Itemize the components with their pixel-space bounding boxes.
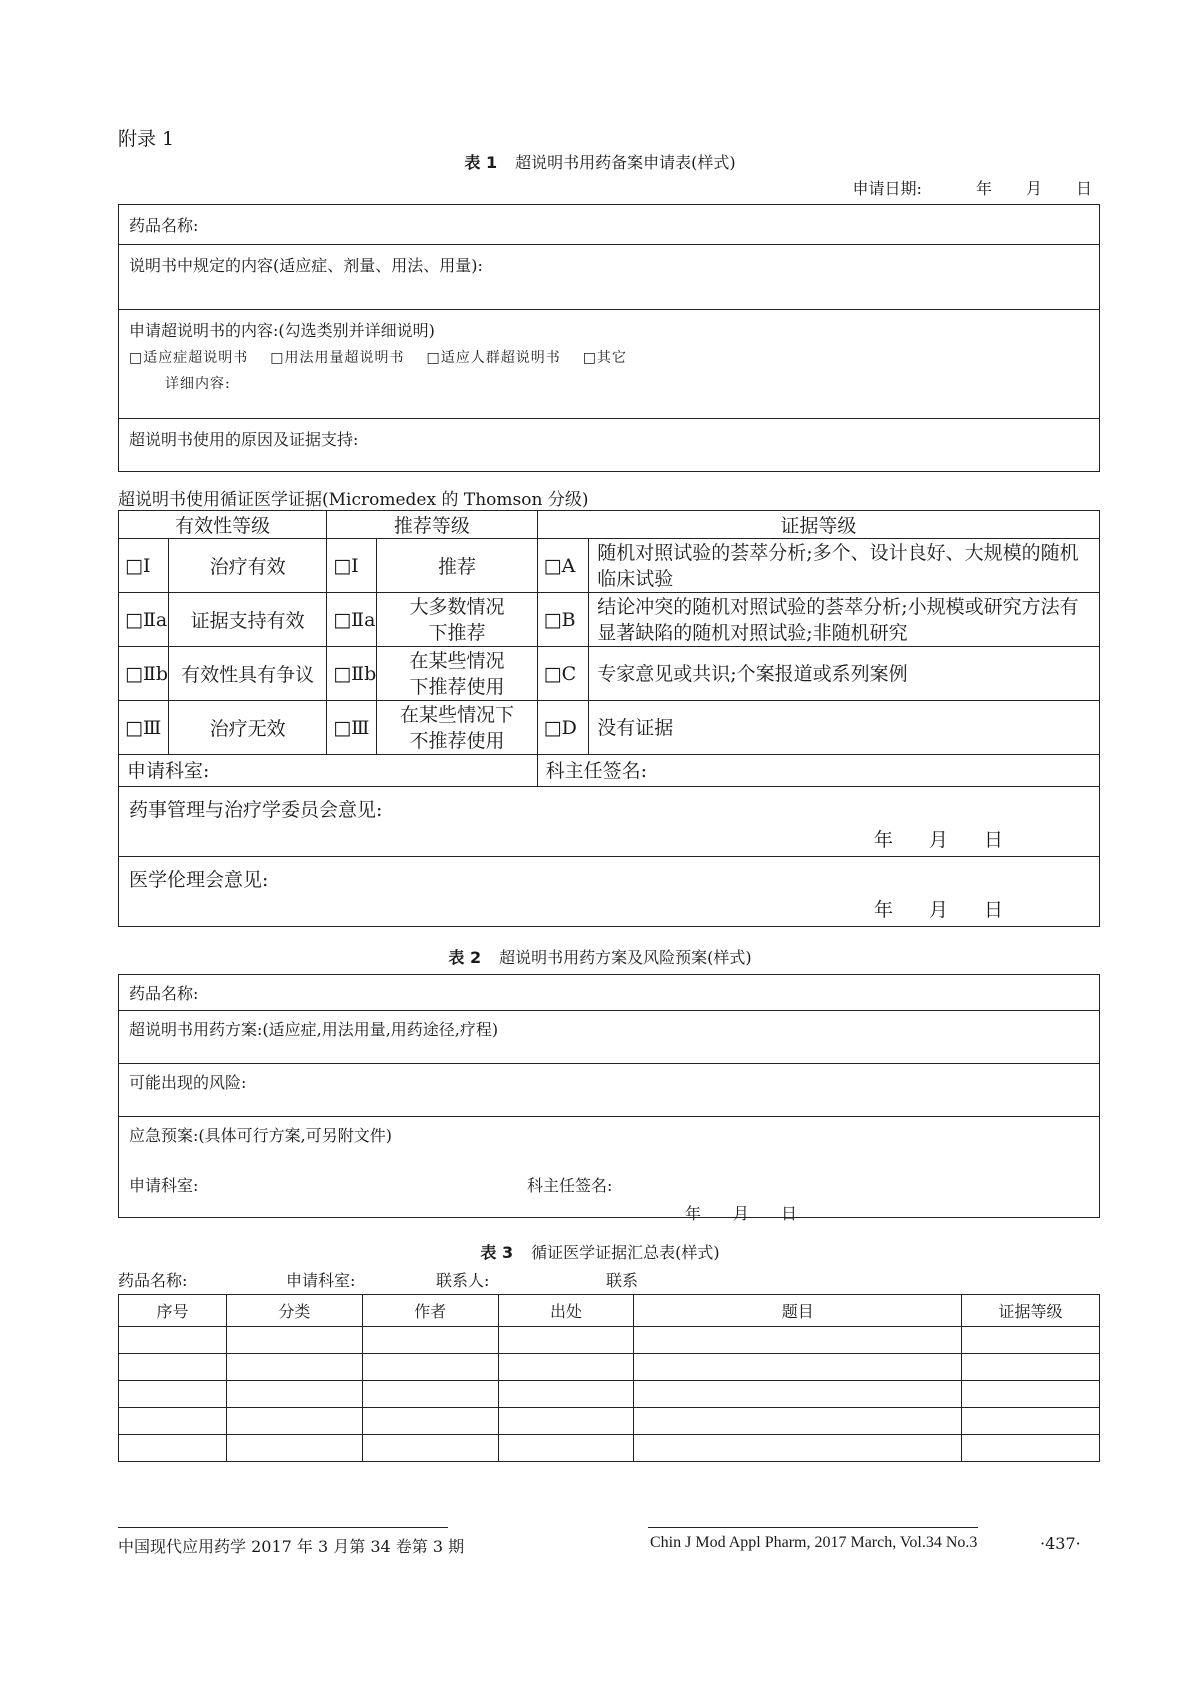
grade-row	[119, 539, 1100, 593]
header-effectiveness: 有效性等级	[119, 511, 327, 539]
date-month: 月	[733, 1204, 750, 1223]
dept-field[interactable]: 申请科室:	[119, 755, 538, 787]
date-year: 年	[975, 179, 992, 198]
eff-text: 有效性具有争议	[169, 647, 327, 701]
reason-field[interactable]: 超说明书使用的原因及证据支持:	[119, 419, 1100, 472]
table-cell[interactable]	[498, 1408, 634, 1435]
offlabel-options	[129, 347, 1089, 367]
rec-checkbox[interactable]: □Ⅰ	[327, 539, 377, 593]
t2-director-label: 科主任签名:	[527, 1176, 613, 1195]
table1-caption	[0, 150, 1200, 173]
table-cell[interactable]	[962, 1354, 1100, 1381]
table-row	[119, 1408, 1100, 1435]
table-cell[interactable]	[634, 1435, 962, 1462]
table-cell[interactable]	[362, 1435, 498, 1462]
table2-number: 表 2	[448, 948, 482, 967]
table-row	[119, 1327, 1100, 1354]
t3-dept: 申请科室:	[286, 1271, 356, 1290]
header-evidence: 证据等级	[537, 511, 1099, 539]
rec-text: 大多数情况下推荐	[377, 593, 537, 647]
table-cell[interactable]	[226, 1435, 362, 1462]
table-cell[interactable]	[498, 1354, 634, 1381]
table-cell[interactable]	[498, 1435, 634, 1462]
journal-citation-cn: 中国现代应用药学 2017 年 3 月第 34 卷第 3 期	[118, 1537, 465, 1556]
eff-text: 证据支持有效	[169, 593, 327, 647]
detail-label: 详细内容:	[165, 376, 231, 392]
date-month: 月	[1025, 179, 1042, 198]
committee-date	[838, 825, 1003, 852]
table-cell[interactable]	[362, 1354, 498, 1381]
table-cell[interactable]	[362, 1381, 498, 1408]
offlabel-content-field[interactable]	[119, 310, 1100, 419]
table-cell[interactable]	[226, 1408, 362, 1435]
ev-checkbox[interactable]: □D	[537, 701, 589, 755]
application-date	[853, 176, 1092, 199]
ev-checkbox[interactable]: □B	[537, 593, 589, 647]
col-header-title: 题目	[634, 1295, 962, 1327]
footer-rule-left	[118, 1527, 448, 1528]
t2-date	[685, 1201, 797, 1224]
t3-drug-name: 药品名称:	[118, 1271, 188, 1290]
header-recommendation: 推荐等级	[327, 511, 537, 539]
date-day: 日	[1075, 179, 1092, 198]
emergency-label: 应急预案:(具体可行方案,可另附文件)	[129, 1126, 392, 1145]
table-cell[interactable]	[634, 1354, 962, 1381]
t3-contact2: 联系	[606, 1271, 639, 1290]
evidence-grading-table	[118, 510, 1100, 927]
plan-field[interactable]: 超说明书用药方案:(适应症,用法用量,用药途径,疗程)	[119, 1011, 1100, 1064]
t3-contact: 联系人:	[436, 1271, 490, 1290]
table-cell[interactable]	[962, 1327, 1100, 1354]
table-row	[119, 1354, 1100, 1381]
date-month: 月	[928, 829, 948, 851]
rec-text: 在某些情况下不推荐使用	[377, 701, 537, 755]
date-day: 日	[983, 899, 1003, 921]
rec-text: 推荐	[377, 539, 537, 593]
ev-text: 结论冲突的随机对照试验的荟萃分析;小规模或研究方法有显著缺陷的随机对照试验;非随机研究	[589, 593, 1100, 647]
ethics-opinion-field[interactable]	[119, 857, 1100, 927]
appendix-label: 附录 1	[118, 128, 175, 150]
table2-title: 超说明书用药方案及风险预案(样式)	[499, 948, 752, 967]
grade-row	[119, 701, 1100, 755]
table-cell[interactable]	[962, 1408, 1100, 1435]
table3-title: 循证医学证据汇总表(样式)	[531, 1243, 720, 1262]
table2-caption	[0, 945, 1200, 968]
date-year: 年	[685, 1204, 702, 1223]
date-label: 申请日期:	[852, 179, 922, 198]
rec-checkbox[interactable]: □Ⅱa	[327, 593, 377, 647]
rec-checkbox[interactable]: □Ⅱb	[327, 647, 377, 701]
committee-opinion-field[interactable]	[119, 787, 1100, 857]
col-header-category: 分类	[226, 1295, 362, 1327]
label-content-field[interactable]: 说明书中规定的内容(适应症、剂量、用法、用量):	[119, 245, 1100, 310]
col-header-index: 序号	[119, 1295, 227, 1327]
col-header-author: 作者	[362, 1295, 498, 1327]
table2-form	[118, 974, 1100, 1223]
table-cell[interactable]	[498, 1327, 634, 1354]
table-cell[interactable]	[362, 1408, 498, 1435]
col-header-source: 出处	[498, 1295, 634, 1327]
table-cell[interactable]	[634, 1408, 962, 1435]
table-cell[interactable]	[498, 1381, 634, 1408]
drug-name-field[interactable]: 药品名称:	[119, 205, 1100, 245]
table-cell[interactable]	[119, 1408, 227, 1435]
emergency-field[interactable]	[119, 1117, 1100, 1223]
rec-text: 在某些情况下推荐使用	[377, 647, 537, 701]
page-number: ·437·	[1040, 1534, 1081, 1553]
ethics-label: 医学伦理会意见:	[129, 869, 269, 891]
table1-number: 表 1	[464, 153, 498, 172]
eff-text: 治疗有效	[169, 539, 327, 593]
table-cell[interactable]	[119, 1354, 227, 1381]
table-cell[interactable]	[226, 1354, 362, 1381]
offlabel-content-label: 申请超说明书的内容:(勾选类别并详细说明)	[129, 321, 435, 340]
risk-field[interactable]: 可能出现的风险:	[119, 1064, 1100, 1117]
footer-rule-right	[648, 1527, 978, 1528]
grade-row	[119, 647, 1100, 701]
ev-text: 随机对照试验的荟萃分析;多个、设计良好、大规模的随机临床试验	[589, 539, 1100, 593]
table1-form	[118, 204, 1100, 472]
committee-label: 药事管理与治疗学委员会意见:	[129, 799, 383, 821]
table-cell[interactable]	[119, 1435, 227, 1462]
table3-caption	[0, 1240, 1200, 1263]
eff-checkbox[interactable]: □Ⅰ	[119, 539, 169, 593]
t2-dept-label: 申请科室:	[129, 1176, 199, 1195]
date-month: 月	[928, 899, 948, 921]
grade-row	[119, 593, 1100, 647]
table-cell[interactable]	[119, 1327, 227, 1354]
ev-checkbox[interactable]: □A	[537, 539, 589, 593]
evidence-summary-table	[118, 1294, 1100, 1462]
option-other[interactable]: □其它	[582, 350, 627, 366]
table-cell[interactable]	[119, 1381, 227, 1408]
table1-title: 超说明书用药备案申请表(样式)	[515, 153, 736, 172]
ethics-date	[838, 895, 1003, 922]
table-cell[interactable]	[362, 1327, 498, 1354]
eff-checkbox[interactable]: □Ⅱb	[119, 647, 169, 701]
table3-number: 表 3	[480, 1243, 514, 1262]
date-day: 日	[781, 1204, 798, 1223]
col-header-evidence-level: 证据等级	[962, 1295, 1100, 1327]
table-row	[119, 1381, 1100, 1408]
table-cell[interactable]	[226, 1381, 362, 1408]
eff-checkbox[interactable]: □Ⅲ	[119, 701, 169, 755]
date-day: 日	[983, 829, 1003, 851]
table-cell[interactable]	[634, 1381, 962, 1408]
eff-checkbox[interactable]: □Ⅱa	[119, 593, 169, 647]
director-signature-field[interactable]: 科主任签名:	[537, 755, 1099, 787]
ev-text: 没有证据	[589, 701, 1100, 755]
ev-checkbox[interactable]: □C	[537, 647, 589, 701]
table-cell[interactable]	[634, 1327, 962, 1354]
ev-text: 专家意见或共识;个案报道或系列案例	[589, 647, 1100, 701]
table-cell[interactable]	[226, 1327, 362, 1354]
evidence-heading: 超说明书使用循证医学证据(Micromedex 的 Thomson 分级)	[118, 490, 589, 510]
date-year: 年	[873, 899, 893, 921]
table-row	[119, 1435, 1100, 1462]
eff-text: 治疗无效	[169, 701, 327, 755]
t2-drug-name-field[interactable]: 药品名称:	[119, 975, 1100, 1011]
option-population[interactable]: □适应人群超说明书	[426, 350, 561, 366]
table-cell[interactable]	[962, 1435, 1100, 1462]
rec-checkbox[interactable]: □Ⅲ	[327, 701, 377, 755]
option-dosage[interactable]: □用法用量超说明书	[270, 350, 405, 366]
table-cell[interactable]	[962, 1381, 1100, 1408]
date-year: 年	[873, 829, 893, 851]
option-indication[interactable]: □适应症超说明书	[129, 350, 249, 366]
journal-citation-en: Chin J Mod Appl Pharm, 2017 March, Vol.34 No.3	[650, 1534, 978, 1551]
